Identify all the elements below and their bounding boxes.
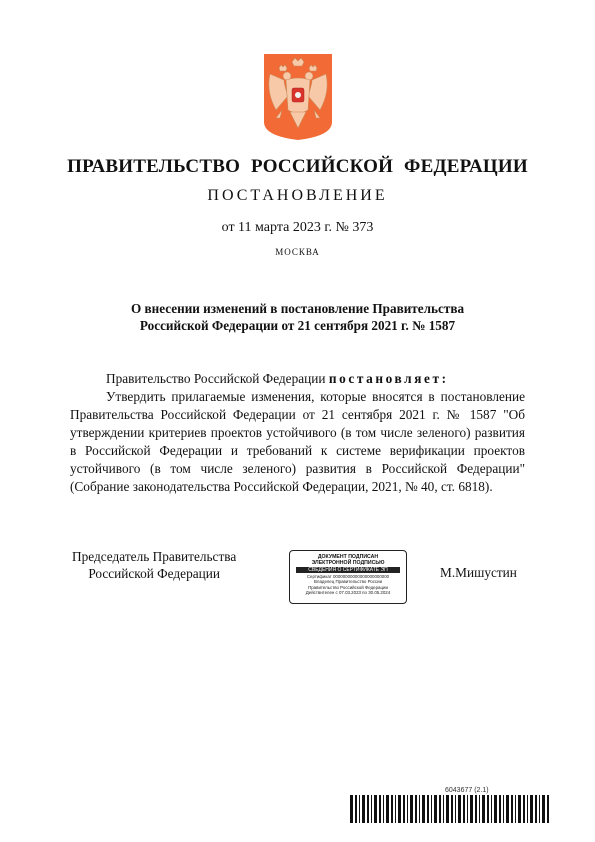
decree-word: постановляет: [328,371,449,386]
barcode-number: 6043677 (2.1) [445,787,489,794]
stamp-line-3: СВЕДЕНИЯ О СЕРТИФИКАТЕ ЭП [296,567,400,573]
lead-text: Правительство Российской Федерации [106,371,329,386]
stamp-line-5: Владелец Правительство России [313,579,383,585]
decree-lead [70,370,525,388]
stamp-line-4: Сертификат 00000000000000000000000 [306,574,390,579]
government-title: ПРАВИТЕЛЬСТВО РОССИЙСКОЙ ФЕДЕРАЦИИ [67,156,528,177]
signer-position [72,548,236,582]
heading-line-1: О внесении изменений в постановление Правительства [130,301,465,316]
stamp-line-2: ЭЛЕКТРОННОЙ ПОДПИСЬЮ [311,560,385,566]
signer-position-line-2: Российской Федерации [88,566,220,581]
stamp-line-6: Правительство Российской Федерации [308,584,388,590]
city: МОСКВА [275,247,320,257]
electronic-signature-stamp [289,550,407,604]
document-heading [70,300,525,334]
stamp-line-7: Действителен с 07.03.2023 по 30.05.2024 [305,590,391,596]
barcode-icon [350,795,550,823]
stamp-line-1: ДОКУМЕНТ ПОДПИСАН [317,554,379,560]
document-type: ПОСТАНОВЛЕНИЕ [207,187,388,204]
signer-position-line-1: Председатель Правительства [72,549,237,564]
date-and-number: от 11 марта 2023 г. № 373 [221,220,374,235]
russian-coat-of-arms-icon [262,52,334,142]
heading-line-2: Российской Федерации от 21 сентября 2021 г. № 1587 [139,318,456,333]
decree-paragraph: Утвердить прилагаемые изменения, которые вносятся в постановление Правительства Российской Федерации от 21 сентября 2021 г. № 1587 "Об утверждении критериев проектов устойчивого (в том числе зеленого) развития в Российской Федерации и требований к системе верификации проектов устойчивого (в том числе зеленого) развития в Российской Федерации" (Собрание законодательства Российской Федерации, 2021, № 40, ст. 6818). [70,389,525,494]
signer-name: М.Мишустин [440,565,517,580]
document-body [70,370,525,496]
